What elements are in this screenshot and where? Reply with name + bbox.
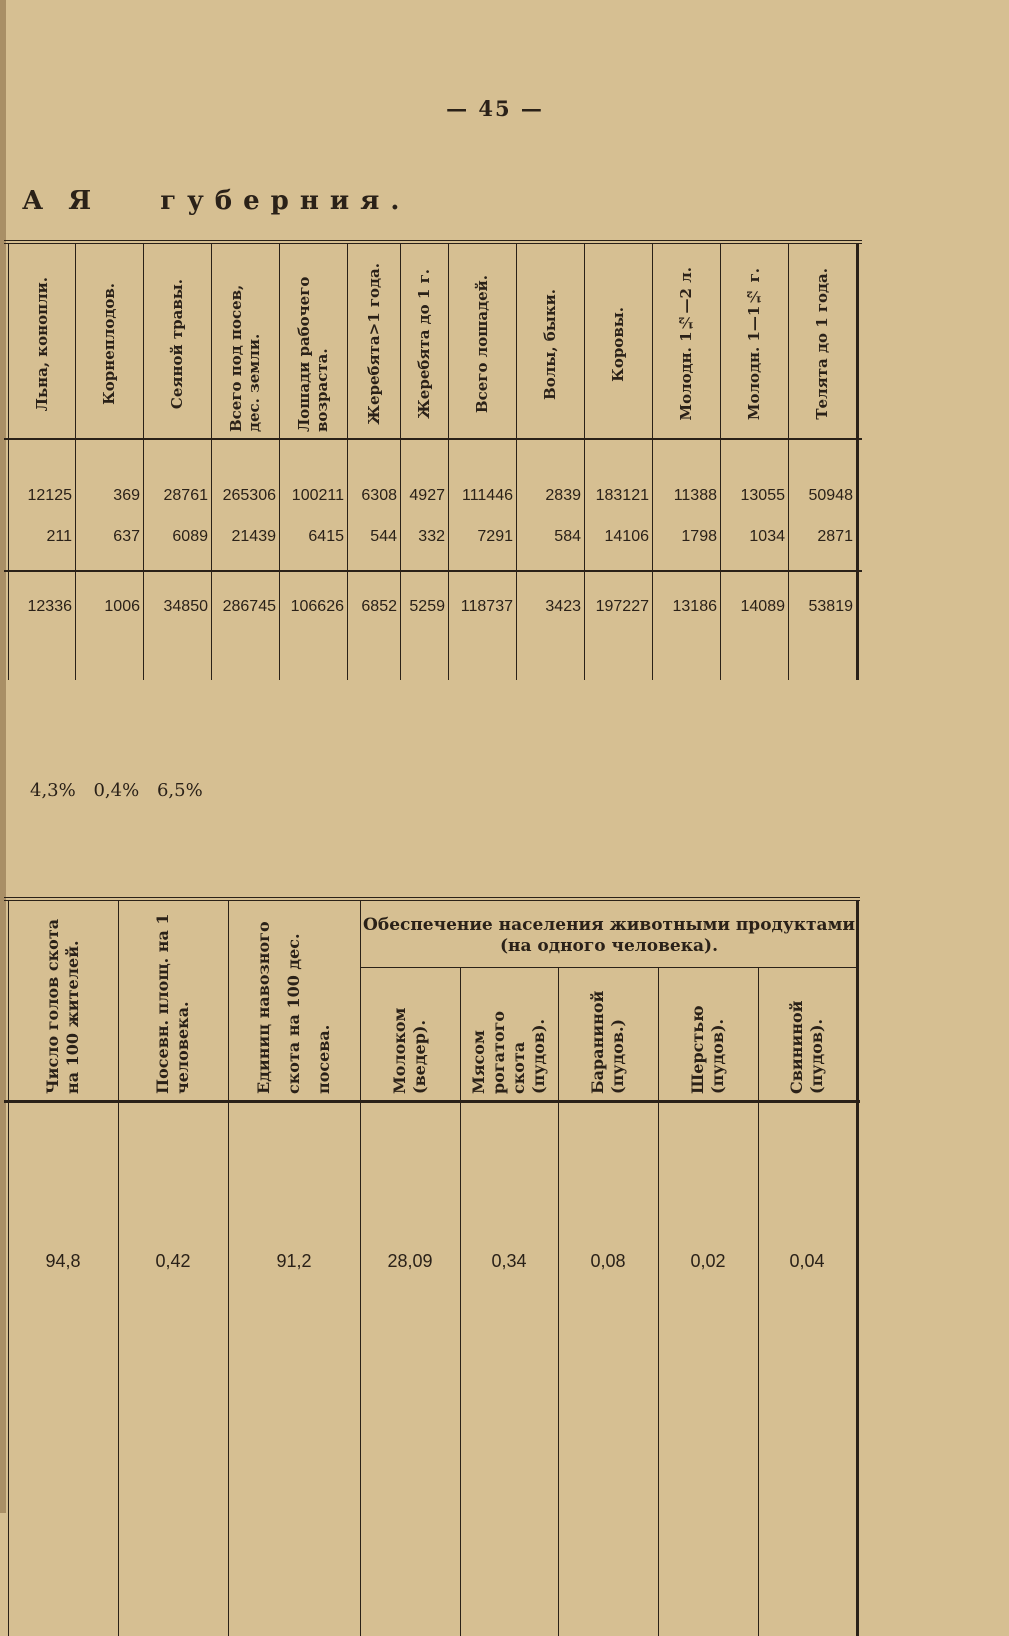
table-cell: 94,8 <box>45 1251 81 1271</box>
percent-values <box>30 780 215 801</box>
sub-col-header: Бараниной (пудов.) <box>588 990 627 1094</box>
table-cell: 111446 <box>461 487 513 504</box>
col-header: Корнеплодов. <box>100 283 118 405</box>
total-cell: 12336 <box>27 598 72 615</box>
sub-col-header: Свининой (пудов). <box>787 1000 826 1094</box>
table-cell: 12125 <box>27 487 72 504</box>
col-header: Всего под посев, дес. земли. <box>227 284 263 432</box>
total-cell: 5259 <box>409 598 445 615</box>
col-header: Льна, конопли. <box>32 276 51 412</box>
table-cell: 369 <box>113 487 140 504</box>
table-cell: 6308 <box>361 487 397 504</box>
page-number: — 45 — <box>446 96 544 121</box>
table-cell: 0,04 <box>789 1251 825 1271</box>
total-cell: 6852 <box>361 598 397 615</box>
table-cell: 6415 <box>308 528 344 545</box>
table-cell: 0,34 <box>491 1251 527 1271</box>
total-cell: 53819 <box>808 598 853 615</box>
sub-col-header: Мясом рогатого скота (пудов). <box>469 1010 548 1094</box>
heading-left: А Я <box>22 186 100 216</box>
table-cell: 1034 <box>749 528 785 545</box>
group-header: Обеспечение населения животными продуктами (на одного человека). <box>363 915 855 956</box>
table-cell: 50948 <box>808 487 853 504</box>
percent-value: 0,4% <box>93 780 140 801</box>
table-cell: 11388 <box>673 487 717 504</box>
total-cell: 1006 <box>104 598 140 615</box>
table-cell: 211 <box>46 528 72 545</box>
table-cell: 0,42 <box>155 1251 191 1271</box>
table-cell: 28761 <box>163 487 208 504</box>
table-cell: 183121 <box>595 487 649 504</box>
table-cell: 14106 <box>604 528 649 545</box>
col-header: Всего лошадей. <box>473 274 491 414</box>
table-cell: 28,09 <box>387 1251 433 1271</box>
total-cell: 13186 <box>672 598 717 615</box>
heading-right: губерния. <box>160 186 411 216</box>
col-header: Сеяной травы. <box>168 278 186 410</box>
percent-value: 6,5% <box>156 780 203 801</box>
page-heading <box>22 186 410 216</box>
total-cell: 3423 <box>545 598 581 615</box>
table-cell: 6089 <box>172 528 208 545</box>
table-cell: 21439 <box>231 528 276 545</box>
col-header: Число голов скота на 100 жителей. <box>43 918 82 1094</box>
totals-rule <box>4 570 862 572</box>
total-cell: 197227 <box>595 598 649 615</box>
sub-col-header: Молоком (ведер). <box>390 1007 429 1094</box>
header-rule <box>4 438 862 440</box>
column-divider <box>856 901 859 1636</box>
livestock-table <box>4 240 862 680</box>
provision-table <box>4 897 860 1636</box>
table-cell: 637 <box>113 528 140 545</box>
table-cell: 0,02 <box>690 1251 726 1271</box>
col-header: Коровы. <box>609 306 627 382</box>
table-cell: 4927 <box>409 487 445 504</box>
col-header: Жеребята до 1 г. <box>415 269 433 419</box>
table-cell: 2839 <box>545 487 581 504</box>
col-header: Телята до 1 года. <box>813 268 831 420</box>
total-cell: 14089 <box>740 598 785 615</box>
col-header: Лошади рабочего возраста. <box>295 276 331 432</box>
column-divider <box>856 244 859 680</box>
table-cell: 0,08 <box>590 1251 626 1271</box>
col-header: Волы, быки. <box>541 288 559 400</box>
table-cell: 13055 <box>740 487 785 504</box>
table-cell: 100211 <box>291 487 344 504</box>
total-cell: 286745 <box>222 598 276 615</box>
percent-value: 4,3% <box>30 780 76 801</box>
col-header: Жеребята>1 года. <box>364 263 383 425</box>
table-cell: 584 <box>554 528 581 545</box>
table-cell: 1798 <box>681 528 717 545</box>
table-cell: 91,2 <box>276 1251 312 1271</box>
total-cell: 34850 <box>163 598 208 615</box>
group-header-rule <box>360 967 858 968</box>
table-cell: 265306 <box>222 487 276 504</box>
table-cell: 7291 <box>477 528 513 545</box>
sub-col-header: Шерстью (пудов). <box>688 1005 727 1094</box>
col-header: Молодн. 1—1½ г. <box>745 267 763 421</box>
total-cell: 106626 <box>290 598 344 615</box>
col-header: Единиц навозного скота на 100 дес. посева. <box>254 921 333 1094</box>
table-cell: 332 <box>418 528 445 545</box>
table-cell: 544 <box>370 528 397 545</box>
col-header: Посевн. площ. на 1 человека. <box>153 913 192 1094</box>
total-cell: 118737 <box>460 598 513 615</box>
table-cell: 2871 <box>817 528 853 545</box>
col-header: Молодн. 1½—2 л. <box>677 267 695 421</box>
header-rule <box>4 1100 860 1103</box>
